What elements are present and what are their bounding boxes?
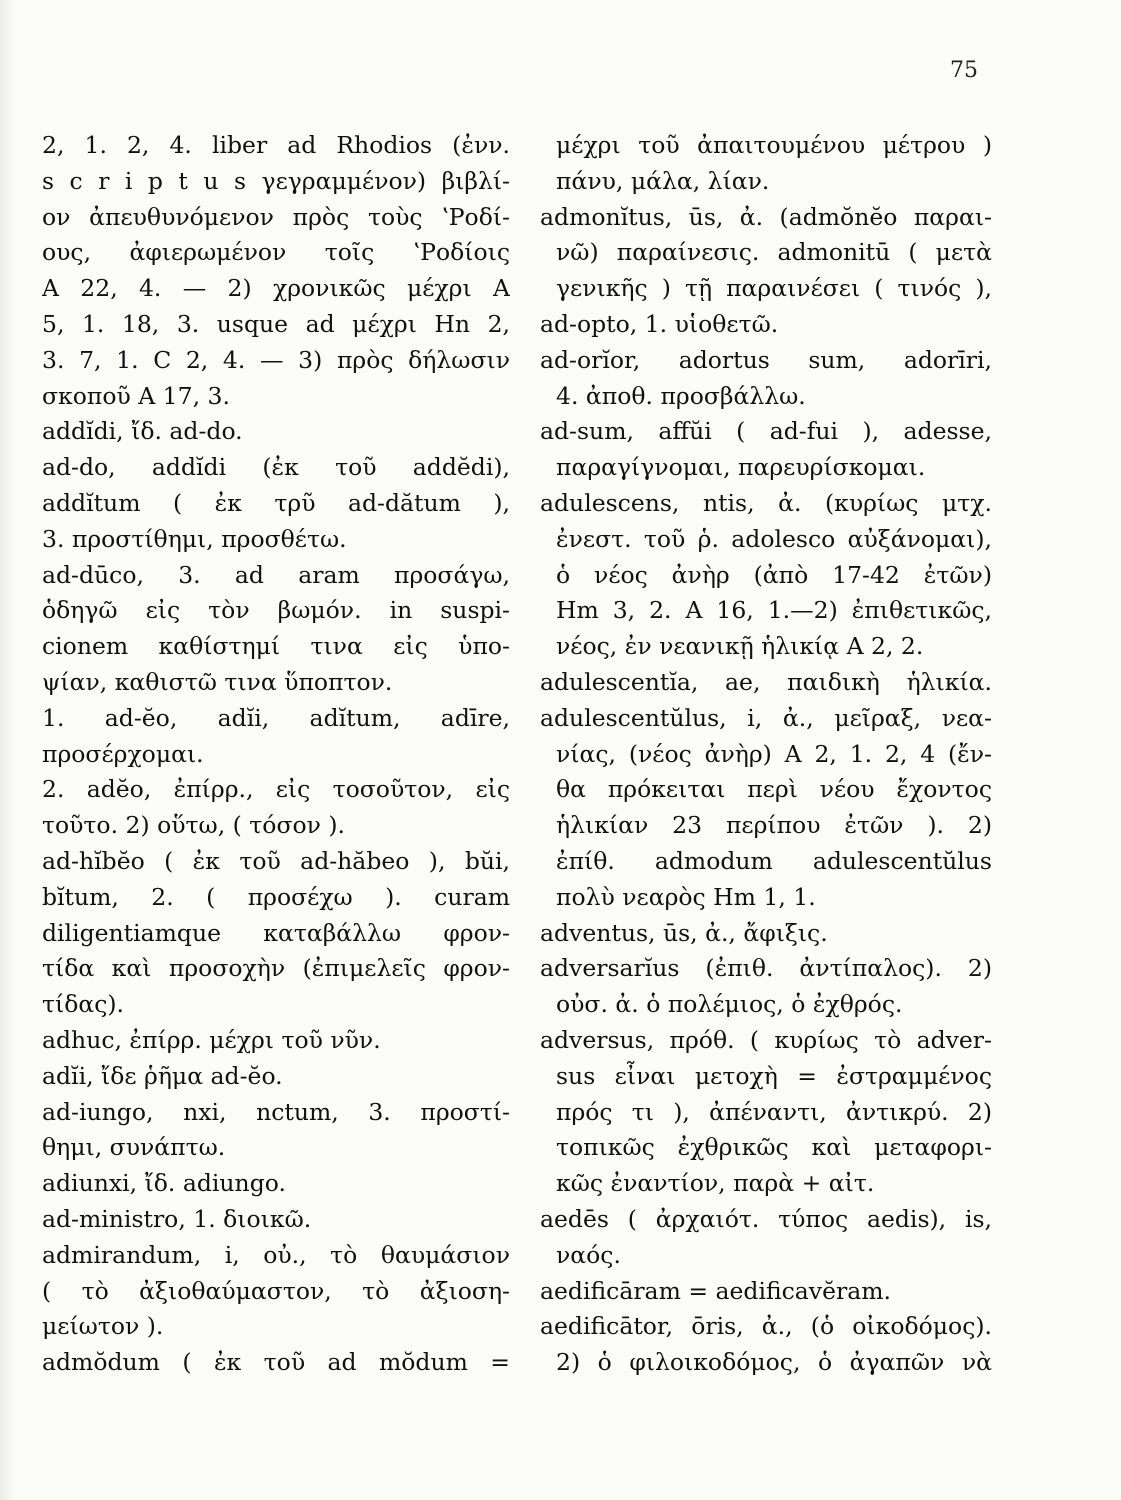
text-line: ους, ἀφιερωμένον τοῖς ʽΡοδίοις (42, 238, 510, 267)
text-line: σκοποῦ A 17, 3. (42, 381, 230, 410)
text-line: ad-iungo, nxi, nctum, 3. προστί- (42, 1097, 510, 1126)
text-line: 4. ἀποθ. προσβάλλω. (556, 381, 806, 410)
text-line: ψίαν, καθιστῶ τινα ὕποπτον. (42, 667, 393, 696)
text-line: νέος, ἐν νεανικῇ ἡλικίᾳ A 2, 2. (556, 632, 924, 661)
text-line: οὐσ. ἀ. ὁ πολέμιος, ὁ ἐχθρός. (556, 990, 903, 1019)
text-line: ad-do, addĭdi (ἐκ τοῦ addĕdi), (42, 453, 510, 482)
text-line: πολὺ νεαρὸς Hm 1, 1. (556, 882, 816, 911)
text-line: aedēs ( ἀρχαιότ. τύπος aedis), is, (540, 1204, 992, 1233)
text-line: adulescens, ntis, ἀ. (κυρίως μτχ. (540, 488, 992, 517)
text-line: ἐνεστ. τοῦ ῥ. adolesco αὐξάνομαι), (556, 524, 992, 553)
text-line: aedificātor, ōris, ἀ., (ὁ οἰκοδόμος). (540, 1312, 992, 1341)
text-line: μέχρι τοῦ ἀπαιτουμένου μέτρου ) (556, 131, 992, 159)
text-line: ad-ministro, 1. διοικῶ. (42, 1204, 312, 1233)
text-line: 3. 7, 1. C 2, 4. — 3) πρὸς δήλωσιν (42, 345, 510, 374)
text-line: ad-orĭor, adortus sum, adorīri, (540, 345, 992, 374)
text-line: γενικῆς ) τῇ παραινέσει ( τινός ), (556, 274, 992, 303)
text-line: adversus, πρόθ. ( κυρίως τὸ adver- (540, 1025, 992, 1054)
text-line: πρός τι ), ἀπέναντι, ἀντικρύ. 2) (556, 1097, 992, 1126)
text-line: bĭtum, 2. ( προσέχω ). curam (42, 882, 510, 911)
text-line: ad-hĭbĕo ( ἐκ τοῦ ad-hăbeo ), bŭi, (42, 846, 510, 875)
text-line: A 22, 4. — 2) χρονικῶς μέχρι A (42, 274, 510, 303)
text-line: 3. προστίθημι, προσθέτω. (42, 524, 347, 553)
text-line: 2. adĕo, ἐπίρρ., εἰς τοσοῦτον, εἰς (42, 775, 510, 804)
text-line: νίας, (νέος ἀνὴρ) A 2, 1. 2, 4 (ἔν- (556, 739, 992, 768)
text-line: νῶ) παραίνεσις. admonitū ( μετὰ (556, 238, 992, 267)
text-line: ad-dūco, 3. ad aram προσάγω, (42, 560, 510, 589)
text-line: admŏdum ( ἐκ τοῦ ad mŏdum = (42, 1348, 510, 1377)
text-line: adversarĭus (ἐπιθ. ἀντίπαλος). 2) (540, 954, 992, 983)
text-line: θα πρόκειται περὶ νέου ἔχοντος (556, 775, 992, 804)
text-line: sus εἶναι μετοχὴ = ἐστραμμένος (556, 1061, 992, 1090)
text-line: addĭtum ( ἐκ τρῦ ad-dătum ), (42, 488, 510, 517)
text-line: 5, 1. 18, 3. usque ad μέχρι Hn 2, (42, 309, 510, 338)
text-line: s c r i p t u s γεγραμμένον) βιβλί- (42, 166, 510, 195)
text-line: τοπικῶς ἐχθρικῶς καὶ μεταφορι- (556, 1133, 992, 1162)
text-line: μείωτον ). (42, 1312, 164, 1341)
text-line: ὁ νέος ἀνὴρ (ἀπὸ 17-42 ἐτῶν) (556, 560, 992, 589)
text-line: ( τὸ ἀξιοθαύμαστον, τὸ ἀξιοση- (42, 1276, 510, 1305)
text-line: τοῦτο. 2) οὕτω, ( τόσον ). (42, 811, 346, 840)
text-line: 2, 1. 2, 4. liber ad Rhodios (ἐνν. (42, 131, 510, 159)
text-line: προσέρχομαι. (42, 739, 204, 768)
text-line: τίδας). (42, 990, 125, 1019)
left-column (42, 128, 510, 1381)
text-line: admirandum, i, οὐ., τὸ θαυμάσιον (42, 1240, 510, 1269)
text-line: aedificāram = aedificavĕram. (540, 1276, 891, 1305)
text-line: 1. ad-ĕo, adĭi, adĭtum, adīre, (42, 703, 510, 732)
text-line: ἐπίθ. admodum adulescentŭlus (556, 846, 992, 875)
text-line: adulescentŭlus, i, ἀ., μεῖραξ, νεα- (540, 703, 992, 732)
text-line: adulescentĭa, ae, παιδικὴ ἡλικία. (540, 667, 992, 696)
text-line: adĭi, ἴδε ῥῆμα ad-ĕo. (42, 1061, 283, 1090)
page-edge-shadow (0, 0, 14, 1500)
page-number: 75 (950, 58, 978, 83)
text-line: adiunxi, ἴδ. adiungo. (42, 1169, 286, 1198)
text-line: adventus, ūs, ἀ., ἄφιξις. (540, 918, 828, 947)
text-line: ad-opto, 1. υἱοθετῶ. (540, 309, 779, 338)
text-line: admonĭtus, ūs, ἀ. (admŏnĕo παραι- (540, 202, 992, 231)
text-line: Hm 3, 2. A 16, 1.—2) ἐπιθετικῶς, (556, 596, 992, 625)
text-line: cionem καθίστημί τινα εἰς ὑπο- (42, 632, 510, 661)
text-line: ἡλικίαν 23 περίπου ἐτῶν ). 2) (556, 811, 992, 840)
text-line: παραγίγνομαι, παρευρίσκομαι. (556, 453, 926, 482)
text-line: adhuc, ἐπίρρ. μέχρι τοῦ νῦν. (42, 1025, 381, 1054)
text-line: diligentiamque καταβάλλω φρον- (42, 918, 510, 947)
text-line: addĭdi, ἴδ. ad-do. (42, 417, 243, 446)
text-line: ναός. (556, 1240, 621, 1269)
text-line: τίδα καὶ προσοχὴν (ἐπιμελεῖς φρον- (42, 954, 510, 983)
text-line: πάνυ, μάλα, λίαν. (556, 166, 770, 195)
text-line: θημι, συνάπτω. (42, 1133, 226, 1162)
right-column (540, 128, 992, 1381)
text-line: 2) ὁ φιλοικοδόμος, ὁ ἀγαπῶν νὰ (556, 1348, 992, 1377)
text-line: ον ἀπευθυνόμενον πρὸς τοὺς ʽΡοδί- (42, 202, 510, 231)
text-line: ad-sum, affŭi ( ad-fui ), adesse, (540, 417, 992, 446)
text-line: κῶς ἐναντίον, παρὰ + αἰτ. (556, 1169, 875, 1198)
text-line: ὁδηγῶ εἰς τὸν βωμόν. in suspi- (42, 596, 510, 625)
